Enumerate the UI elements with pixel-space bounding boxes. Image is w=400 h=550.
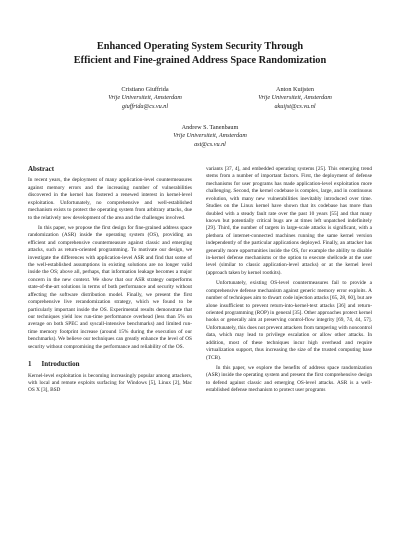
left-column: [28, 166, 192, 398]
author-name: Cristiano Giuffrida: [121, 86, 169, 93]
author-email: giuffrida@cs.vu.nl: [121, 102, 169, 110]
abstract-heading: Abstract: [28, 165, 55, 173]
abstract-paragraph-2: In this paper, we propose the first design for fine-grained address space randomization (ASR) inside the operating system (OS), providing an efficient and comprehensive countermeasure against classic and emerging attacks, such as return-oriented programming. To motivate our design, we investigate the differences with application-level ASR and find that some of the well-established assumptions in existing solutions are no longer valid inside the OS; above all, perhaps, that information leakage becomes a major concern in the new context. We show that our ASR strategy outperforms state-of-the-art solutions in terms of both performance and security without affecting the software distribution model. Finally, we present the first comprehensive live rerandomization strategy, which we found to be particularly important inside the OS. Experimental results demonstrate that our techniques yield low run-time performance overhead (less than 5% on average on both SPEC and syscall-intensive benchmarks) and limited run-time memory footprint increase (around 15% during the execution of our benchmarks). We believe our techniques can greatly enhance the level of OS security without compromising the performance and reliability of the OS.: [28, 224, 192, 350]
author-email: ast@cs.vu.nl: [194, 140, 226, 148]
paper-title-line-2: Efficient and Fine-grained Address Space Randomization: [73, 54, 327, 66]
paper-title: [20, 40, 380, 68]
introduction-paragraph-2: Unfortunately, existing OS-level countermeasures fail to provide a comprehensive defense mechanism against generic memory error exploits. A number of techniques aim to thwart code injection attacks [65, 28, 60], but are alone insufficient to prevent return-into-kernel-text attacks [36] and return-oriented programming (ROP) in general [35]. Other approaches protect kernel hooks or generally aim at preserving control-flow integrity [69, 74, 44, 57]. Unfortunately, this does not prevent attackers from tampering with noncontrol data, which may lead to privilege escalation or allow other attacks. In addition, most of these techniques incur high overhead and require virtualization support, thus increasing the size of the trusted computing base (TCB).: [206, 280, 372, 361]
abstract-paragraph-1: In recent years, the deployment of many application-level countermeasures against memory errors and the increasing number of vulnerabilities discovered in the kernel has fostered a renewed interest in kernel-level exploitation. Unfortunately, no comprehensive and well-established mechanism exists to protect the operating system from arbitrary attacks, due to the relatively new development of the area and the challenges involved.: [28, 177, 192, 221]
introduction-paragraph-3: In this paper, we explore the benefits of address space randomization (ASR) inside the operating system and present the first comprehensive design to defend against classic and emerging OS-level attacks. ASR is a well-established defense mechanism to protect user programs: [206, 364, 372, 394]
author-affiliation: Vrije Universiteit, Amsterdam: [108, 94, 182, 102]
introduction-paragraph-1-continued: variants [37, 4], and embedded operating systems [25]. This emerging trend stems from a number of important factors. First, the deployment of defense mechanisms for user programs has made application-level exploitation more challenging. Second, the kernel codebase is complex, large, and in continuous evolution, with many new vulnerabilities inevitably introduced over time. Studies on the Linux kernel have shown that its codebase has more than doubled with a steady fault rate over the past 10 years [55] and that many known but potentially critical bugs are at times left unpatched indefinitely [29]. Third, the number of targets in large-scale attacks is significant, with a plethora of internet-connected machines running the same kernel version independently of the particular applications deployed. Finally, an attacker has generally more opportunities inside the OS, for example the ability to disable in-kernel defense mechanisms or the option to execute shellcode at the user level (similar to classic application-level attacks) or at the kernel level (approach taken by kernel rootkits).: [206, 166, 372, 276]
author-name: Andrew S. Tanenbaum: [181, 124, 239, 131]
author-3: [125, 124, 295, 149]
author-1: [60, 86, 230, 111]
author-email: akuijst@cs.vu.nl: [274, 102, 316, 110]
introduction-paragraph-1: Kernel-level exploitation is becoming increasingly popular among attackers, with local and remote exploits surfacing for Windows [5], Linux [2], Mac OS X [3], BSD: [28, 372, 192, 394]
author-affiliation: Vrije Universiteit, Amsterdam: [258, 94, 332, 102]
section-number: 1: [28, 360, 32, 369]
introduction-heading: [28, 361, 192, 368]
paper-title-line-1: Enhanced Operating System Security Through: [96, 41, 304, 52]
author-2: [210, 86, 380, 111]
section-title: Introduction: [41, 360, 80, 369]
right-column: [206, 166, 372, 398]
author-affiliation: Vrije Universiteit, Amsterdam: [173, 132, 247, 140]
author-name: Anton Kuijsten: [276, 86, 314, 93]
